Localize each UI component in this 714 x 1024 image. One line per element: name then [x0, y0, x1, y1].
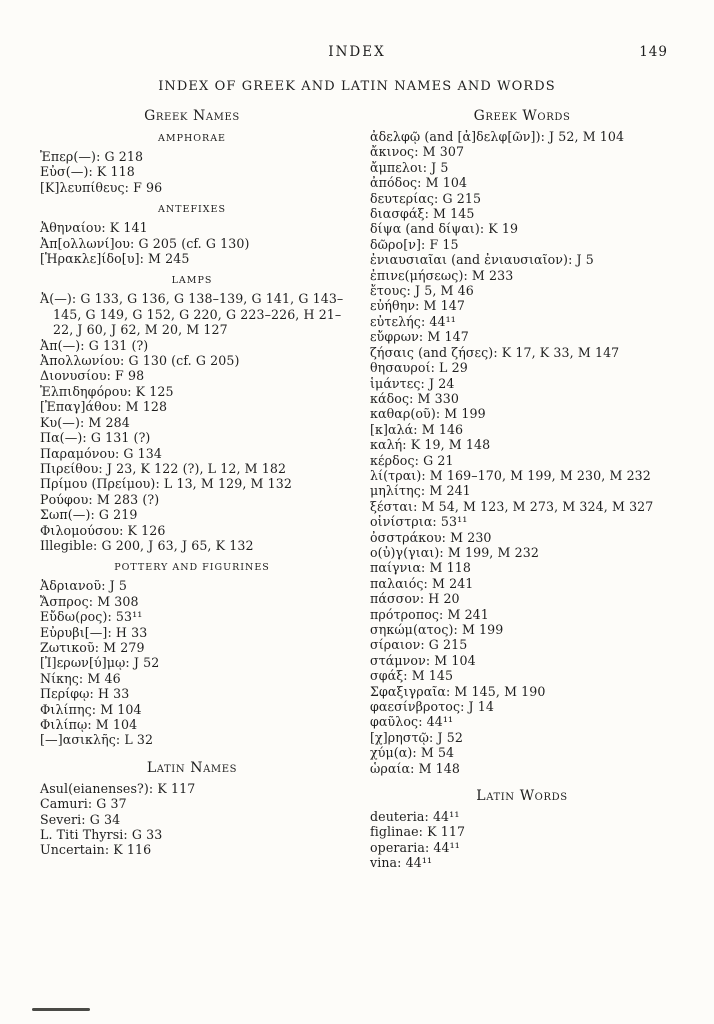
index-entry: Περίφῳ: H 33 [40, 686, 130, 702]
index-entry: Asul(eianenses?): K 117 [40, 780, 196, 796]
index-entry: ζήσαις (and ζήσες): K 17, K 33, M 147 [370, 344, 620, 360]
index-entry: παλαιός: M 241 [370, 575, 474, 591]
index-entry: εὔφρων: M 147 [370, 329, 469, 345]
index-entry: [Ἡρακλε]ίδο[υ]: M 245 [40, 251, 190, 267]
scan-artifact-line [32, 1008, 90, 1011]
index-entry: [χ]ρηστῷ: J 52 [370, 729, 463, 745]
index-entry: οἰνίστρια: 53¹¹ [370, 514, 468, 530]
index-entry: καλή: K 19, M 148 [370, 437, 491, 453]
index-entry: θησαυροί: L 29 [370, 360, 468, 376]
index-entry: ἔτους: J 5, M 46 [370, 283, 474, 299]
section-heading: Latin Words [476, 788, 568, 805]
index-entry: [—]ασικλῆς: L 32 [40, 732, 154, 748]
index-entry: Σωπ(—): G 219 [40, 507, 138, 523]
index-entry: Σφαξιγραῖα: M 145, M 190 [370, 683, 546, 699]
index-entry: Uncertain: K 116 [40, 842, 152, 858]
index-entry: Illegible: G 200, J 63, J 65, K 132 [40, 537, 254, 553]
index-entry: Ζωτικοῦ: M 279 [40, 639, 145, 655]
index-entry: Ἀπ[ολλωνί]ου: G 205 (cf. G 130) [40, 235, 250, 251]
index-entry: εὐτελής: 44¹¹ [370, 313, 456, 329]
index-entry: διασφάξ: M 145 [370, 206, 475, 222]
index-entry: Πιρείθου: J 23, K 122 (?), L 12, M 182 [40, 460, 287, 476]
section-heading: Latin Names [146, 759, 238, 776]
index-entry: ἐνιαυσιαῖαι (and ἐνιαυσιαῖον): J 5 [370, 252, 594, 268]
index-entry: Ἄσπρος: M 308 [40, 593, 139, 609]
index-entry: φαεσίνβροτος: J 14 [370, 699, 495, 715]
right-column [370, 108, 674, 871]
index-entry: Εὐρυβι[—]: H 33 [40, 624, 148, 640]
index-entry: Φιλομούσου: K 126 [40, 522, 166, 538]
index-entry: ὀσστράκου: M 230 [370, 529, 492, 545]
index-entry: ἀπόδος: M 104 [370, 175, 468, 191]
index-entry: φαῦλος: 44¹¹ [370, 714, 454, 730]
subsection-heading: AMPHORAE [157, 133, 226, 144]
index-entry: χύμ(α): M 54 [370, 745, 455, 761]
index-columns [40, 108, 674, 871]
index-entry: πρότροπος: M 241 [370, 606, 489, 622]
index-entry: Νίκης: M 46 [40, 670, 121, 686]
page-number: 149 [639, 44, 668, 60]
index-entry: ξέσται: M 54, M 123, M 273, M 324, M 327 [370, 498, 654, 514]
index-entry: πάσσον: H 20 [370, 591, 460, 607]
section-heading: Greek Words [473, 108, 571, 124]
index-entry: Φιλίπης: M 104 [40, 701, 142, 717]
index-entry: ἐπινε(μήσεως): M 233 [370, 267, 514, 283]
index-entry: [Κ]λευπίθευς: F 96 [40, 179, 163, 195]
index-entry: Ἀδριανοῦ: J 5 [40, 578, 128, 594]
index-entry: δῶρο[ν]: F 15 [370, 236, 459, 252]
running-head [40, 44, 674, 62]
index-entry: παίγνια: M 118 [370, 560, 471, 576]
index-entry: δευτερίας: G 215 [370, 190, 482, 206]
index-entry: Διονυσίου: F 98 [40, 368, 145, 384]
index-entry: κάδος: M 330 [370, 390, 459, 406]
index-entry: operaria: 44¹¹ [370, 839, 460, 855]
index-entry: εὐήθην: M 147 [370, 298, 465, 314]
index-entry: ἄκινος: M 307 [370, 144, 465, 160]
index-entry: Εὐσ(—): K 118 [40, 164, 135, 180]
index-entry: στάμνον: M 104 [370, 652, 476, 668]
index-entry: δίψα (and δίψαι): K 19 [370, 221, 519, 237]
index-entry: Κυ(—): M 284 [40, 414, 130, 430]
page-title: INDEX OF GREEK AND LATIN NAMES AND WORDS [158, 79, 556, 94]
index-entry: μηλίτης: M 241 [370, 483, 471, 499]
index-entry: σίραιον: G 215 [370, 637, 468, 653]
index-entry: Ἐλπιδηφόρου: K 125 [40, 383, 174, 399]
index-entry: Ἀπολλωνίου: G 130 (cf. G 205) [40, 353, 240, 369]
index-entry: καθαρ(οῦ): M 199 [370, 406, 486, 422]
index-entry: vina: 44¹¹ [370, 855, 433, 871]
index-entry: deuteria: 44¹¹ [370, 809, 460, 825]
index-entry: σφάξ: M 145 [370, 668, 454, 684]
index-entry: ἱμάντες: J 24 [370, 375, 455, 391]
index-entry: ο(ὐ)γ(γιαι): M 199, M 232 [370, 544, 539, 560]
index-entry: [Ἐπαγ]άθου: M 128 [40, 399, 168, 415]
index-entry: ἄμπελοι: J 5 [370, 159, 449, 175]
index-entry: Πρίμου (Πρείμου): L 13, M 129, M 132 [40, 476, 292, 492]
index-entry: λί(τραι): M 169–170, M 199, M 230, M 232 [370, 467, 651, 483]
index-entry: Ἀθηναίου: K 141 [40, 220, 148, 236]
running-head-title: INDEX [328, 44, 386, 60]
index-entry: figlinae: K 117 [370, 824, 466, 840]
subsection-heading: ANTEFIXES [158, 204, 226, 216]
index-entry: κέρδος: G 21 [370, 452, 454, 468]
index-entry: ὡραία: M 148 [370, 760, 461, 776]
index-entry: Severi: G 34 [40, 811, 121, 827]
index-entry: Camuri: G 37 [40, 796, 127, 812]
index-entry: L. Titi Thyrsi: G 33 [40, 827, 163, 843]
index-entry: Ἀπ(—): G 131 (?) [40, 337, 149, 353]
index-entry: σηκώμ(ατος): M 199 [370, 622, 504, 637]
index-entry: Πα(—): G 131 (?) [40, 430, 151, 446]
index-entry: Ρούφου: M 283 (?) [40, 491, 160, 507]
index-entry: [κ]αλά: M 146 [370, 421, 464, 437]
index-entry: Εὔδω(ρος): 53¹¹ [40, 609, 143, 625]
index-entry: Παραμόνου: G 134 [40, 445, 163, 461]
index-entry: Φιλίπῳ: M 104 [40, 717, 138, 732]
index-entry: Ἐπερ(—): G 218 [40, 149, 144, 164]
index-entry: [Ἰ]ερων[ύ]μῳ: J 52 [40, 655, 160, 671]
left-column [40, 108, 344, 871]
section-heading: Greek Names [144, 108, 240, 124]
subsection-heading: LAMPS [171, 275, 213, 287]
index-entry: Ἀ(—): G 133, G 136, G 138–139, G 141, G 143–145, G 149, G 152, G 220, G 223–226, H 21–22, J 60, J 62, M 20, M 127 [40, 291, 344, 338]
subsection-heading: POTTERY AND FIGURINES [114, 562, 270, 574]
index-entry: ἀδελφῷ (and [ἀ]δελφ[ῶν]): J 52, M 104 [370, 129, 625, 144]
